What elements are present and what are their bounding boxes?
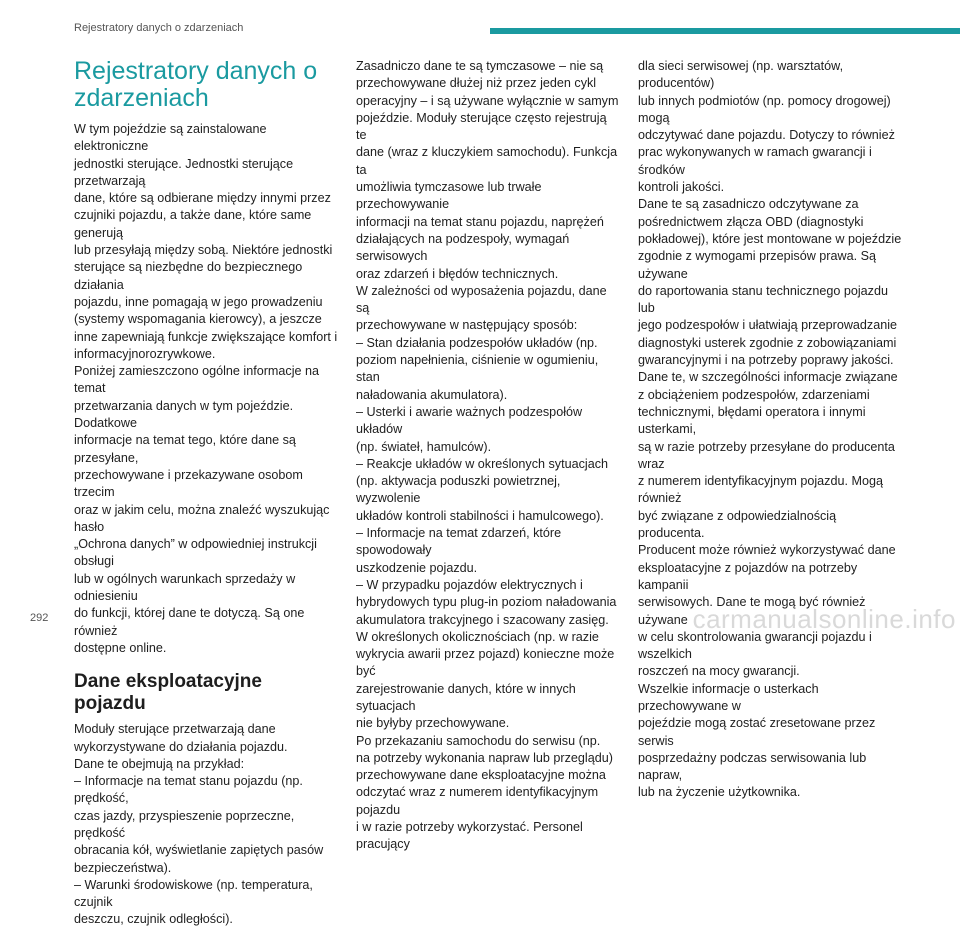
section-body: Moduły sterujące przetwarzają dane wykorzystywane do działania pojazdu. Dane te obejmują na przykład: – Informacje na temat stanu pojazdu (np. prędkość, czas jazdy, przyspieszenie poprzeczne, prędkość obracania kół, wyświetlanie zapiętych pasów bezpieczeństwa). – Warunki środowiskowe (np. temperatura, czujnik deszczu, czujnik odległości). — [74, 722, 324, 927]
intro-paragraph: W tym pojeździe są zainstalowane elektroniczne jednostki sterujące. Jednostki sterujące przetwarzają dane, które są odbierane między innymi przez czujniki pojazdu, a także dane, które same generują lub przesyłają między sobą. Niektóre jednostki sterujące są niezbędne do bezpiecznego działania pojazdu, inne pomagają w jego prowadzeniu (systemy wspomagania kierowcy), a jeszcze inne zapewniają funkcje zwiększające komfort i informacyjnorozrywkowe. Poniżej zamieszczono ogólne informacje na temat przetwarzania danych w tym pojeździe. Dodatkowe informacje na temat tego, które dane są przesyłane, przechowywane i przekazywane osobom trzecim oraz w jakim celu, można znaleźć wyszukując hasło „Ochrona danych” w odpowiedniej instrukcji obsługi lub w ogólnych warunkach sprzedaży w odniesieniu do funkcji, której dane te dotyczą. Są one również dostępne online. — [74, 122, 338, 655]
page-title: Rejestratory danych o zdarzeniach — [74, 57, 318, 112]
middle-column-text: Zasadniczo dane te są tymczasowe – nie są przechowywane dłużej niż przez jeden cykl operacyjny – i są używane wyłącznie w samym pojeździe. Moduły sterujące często rejestrują te dane (wraz z kluczykiem samochodu). Funkcja ta umożliwia tymczasowe lub trwałe przechowywanie informacji na temat stanu pojazdu, naprężeń działających na podzespoły, wymagań serwisowych oraz zdarzeń i błędów technicznych. W zależności od wyposażenia pojazdu, dane są przechowywane w następujący sposób: – Stan działania podzespołów układów (np. poziom napełnienia, ciśnienie w ogumieniu, stan naładowania akumulatora). – Usterki i awarie ważnych podzespołów układów (np. świateł, hamulców). – Reakcje układów w określonych sytuacjach (np. aktywacja poduszki powietrznej, wyzwolenie układów kontroli stabilności i hamulcowego). – Informacje na temat zdarzeń, które spowodowały uszkodzenie pojazdu. – W przypadku pojazdów elektrycznych i hybrydowych typu plug-in poziom naładowania akumulatora trakcyjnego i szacowany zasięg. W określonych okolicznościach (np. w razie wykrycia awarii przez pojazd) konieczne może być zarejestrowanie danych, które w innych sytuacjach nie byłyby przechowywane. Po przekazaniu samochodu do serwisu (np. na potrzeby wykonania napraw lub przeglądu) przechowywane dane eksploatacyjne można odczytać wraz z numerem identyfikacyjnym pojazdu i w razie potrzeby wykorzystać. Personel pracujący — [356, 59, 619, 852]
right-column-text: dla sieci serwisowej (np. warsztatów, producentów) lub innych podmiotów (np. pomocy drogowej) mogą odczytywać dane pojazdu. Dotyczy to również prac wykonywanych w ramach gwarancji i środków kontroli jakości. Dane te są zasadniczo odczytywane za pośrednictwem złącza OBD (diagnostyki pokładowej), które jest montowane w pojeździe zgodnie z wymogami przepisów prawa. Są używane do raportowania stanu technicznego pojazdu lub jego podzespołów i ułatwiają przeprowadzanie diagnostyki usterek zgodnie z zobowiązaniami gwarancyjnymi i na potrzeby poprawy jakości. Dane te, w szczególności informacje związane z obciążeniem podzespołów, zdarzeniami technicznymi, błędami operatora i innymi usterkami, są w razie potrzeby przesyłane do producenta wraz z numerem identyfikacyjnym pojazdu. Mogą również być związane z odpowiedzialnością producenta. Producent może również wykorzystywać dane eksploatacyjne z pojazdów na potrzeby kampanii serwisowych. Dane te mogą być również używane w celu skontrolowania gwarancji pojazdu i wszelkich roszczeń na mocy gwarancji. Wszelkie informacje o usterkach przechowywane w pojeździe mogą zostać zresetowane przez serwis posprzedażny podczas serwisowania lub napraw, lub na życzenie użytkownika. — [638, 59, 902, 800]
section-heading: Dane eksploatacyjne pojazdu — [74, 671, 262, 715]
page-number: 292 — [30, 612, 49, 624]
watermark: carmanualsonline.info — [692, 604, 956, 634]
header-accent-bar — [490, 28, 960, 34]
running-header: Rejestratory danych o zdarzeniach — [74, 22, 244, 34]
column-middle — [356, 58, 620, 854]
column-right — [638, 58, 906, 802]
column-left — [74, 58, 338, 929]
